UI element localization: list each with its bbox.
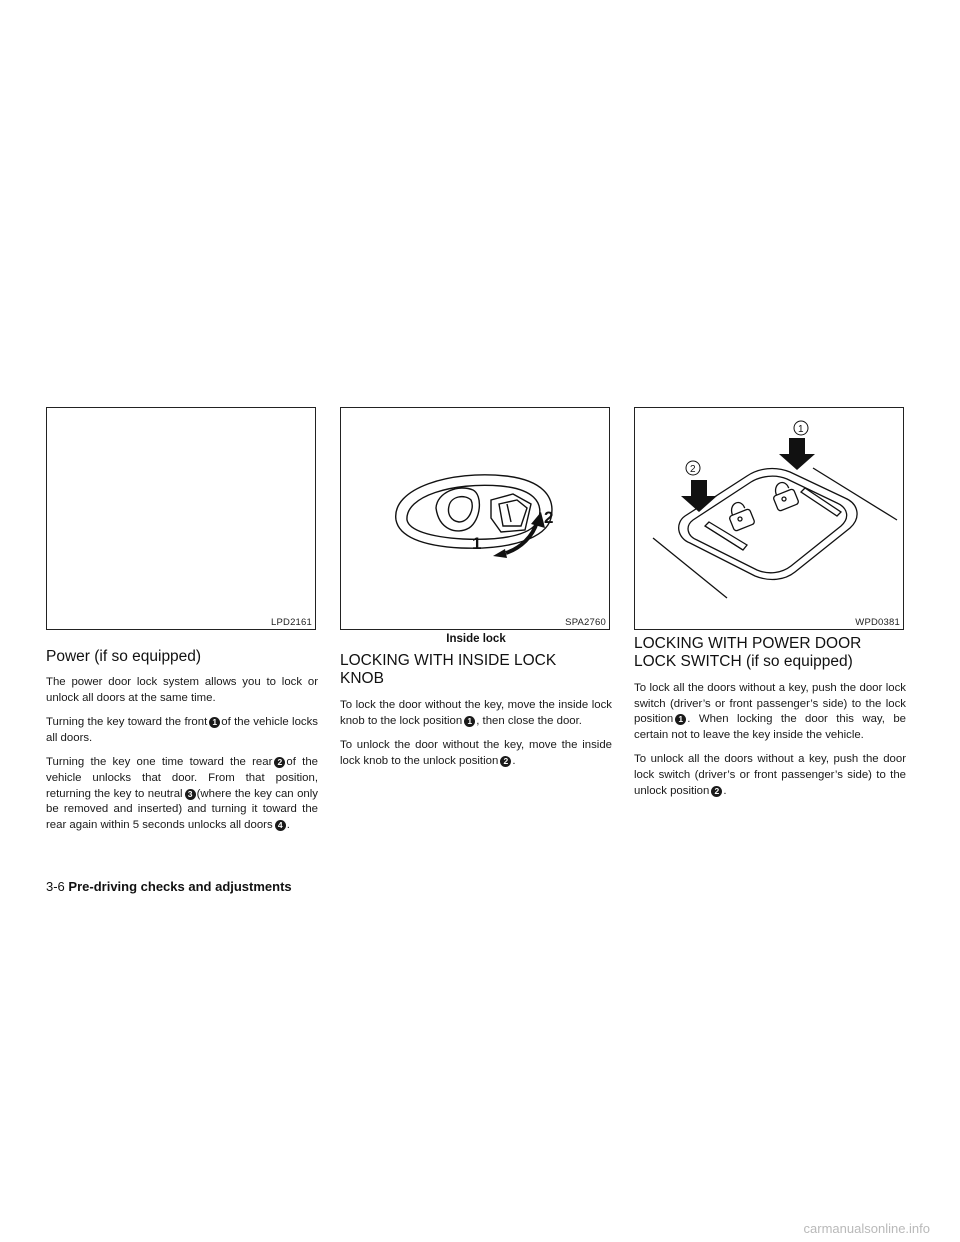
figure-inside-lock [340, 407, 610, 630]
page-number: 3-6 [46, 879, 65, 894]
step-number-badge: 1 [675, 714, 686, 725]
section-heading-power: Power (if so equipped) [46, 648, 202, 665]
step-number-badge: 2 [711, 786, 722, 797]
paragraph: To unlock the door without the key, move the inside lock knob to the unlock position 2 . [340, 739, 612, 767]
step-number-badge: 2 [274, 757, 285, 768]
column-inside-lock-knob [340, 652, 612, 778]
figure-code: SPA2760 [565, 617, 606, 628]
lock-switch-illustration [635, 408, 903, 629]
step-number-badge: 3 [185, 789, 196, 800]
page-footer [46, 879, 292, 894]
step-number-badge: 2 [500, 756, 511, 767]
figure-code: LPD2161 [270, 617, 312, 628]
paragraph: Turning the key toward the front 1 of the vehicle locks all doors. [46, 716, 318, 744]
column-power-door-lock-switch [634, 635, 906, 808]
callout-1: 1 [472, 534, 482, 553]
step-number-badge: 1 [209, 717, 220, 728]
paragraph: To lock all the doors without a key, push the door lock switch (driver’s or front passenger’s side) to the lock position 1 . When locking the door this way, be certain not to leave the key inside the vehicle. [634, 682, 906, 741]
callout-2: 2 [544, 508, 554, 527]
section-title: Pre-driving checks and adjustments [68, 879, 292, 894]
watermark: carmanualsonline.info [803, 1221, 930, 1236]
inside-lock-illustration [341, 408, 609, 629]
callout-1: 1 [798, 424, 804, 435]
section-heading-power-switch: LOCKING WITH POWER DOOR LOCK SWITCH (if so equipped) [634, 635, 862, 670]
paragraph: To lock the door without the key, move the inside lock knob to the lock position 1 , then close the door. [340, 699, 612, 727]
figure-power-door-lock-switch [634, 407, 904, 630]
column-power-lock [46, 647, 318, 842]
callout-2: 2 [690, 464, 696, 475]
figure-code: WPD0381 [855, 617, 900, 628]
paragraph: Turning the key one time toward the rear 2 of the vehicle unlocks that door. From that position, returning the key to neutral 3 (where the key can only be removed and inserted) and turning it toward the rear again within 5 seconds unlocks all doors 4 . [46, 756, 319, 831]
paragraph: The power door lock system allows you to lock or unlock all doors at the same time. [46, 676, 318, 704]
figure-caption: Inside lock [446, 633, 506, 645]
figure-lpd2161 [46, 407, 316, 630]
step-number-badge: 4 [275, 820, 286, 831]
paragraph: To unlock all the doors without a key, push the door lock switch (driver’s or front passenger’s side) to the unlock position 2 . [634, 753, 906, 797]
step-number-badge: 1 [464, 716, 475, 727]
section-heading-inside-lock: LOCKING WITH INSIDE LOCK KNOB [340, 652, 557, 687]
